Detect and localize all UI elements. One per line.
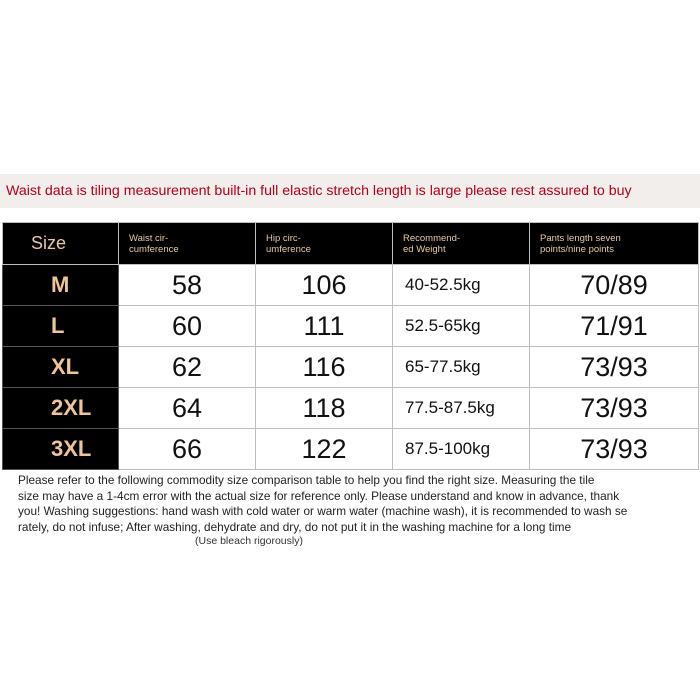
length-cell: 70/89: [530, 265, 699, 306]
notes-line: Please refer to the following commodity size comparison table to help you find the right size. Measuring the tile: [18, 473, 595, 487]
notes-line: size may have a 1-4cm error with the actual size for reference only. Please understand and know in advance, thank: [18, 488, 620, 503]
weight-cell: 87.5-100kg: [393, 429, 530, 470]
elastic-notice-banner: Waist data is tiling measurement built-in full elastic stretch length is large please rest assured to buy: [0, 174, 700, 208]
weight-cell: 52.5-65kg: [393, 306, 530, 347]
waist-cell: 58: [119, 265, 256, 306]
length-cell: 71/91: [530, 306, 699, 347]
table-row: [3, 306, 699, 347]
table-row: [3, 265, 699, 306]
size-cell: 2XL: [3, 388, 119, 429]
waist-cell: 62: [119, 347, 256, 388]
table-row: [3, 347, 699, 388]
header-size: Size: [3, 223, 119, 265]
weight-cell: 77.5-87.5kg: [393, 388, 530, 429]
header-waist: [119, 223, 256, 265]
header-weight-label: Recommend- ed Weight: [403, 232, 461, 255]
hip-cell: 111: [256, 306, 393, 347]
header-length: [530, 223, 699, 265]
length-cell: 73/93: [530, 388, 699, 429]
hip-cell: 106: [256, 265, 393, 306]
length-cell: 73/93: [530, 347, 699, 388]
bleach-note: (Use bleach rigorously): [195, 535, 303, 547]
notes-line: rately, do not infuse; After washing, dehydrate and dry, do not put it in the washing machine for a long time: [18, 519, 572, 534]
table-row: [3, 429, 699, 470]
size-cell: XL: [3, 347, 119, 388]
waist-cell: 60: [119, 306, 256, 347]
header-length-label: Pants length seven points/nine points: [540, 232, 621, 255]
size-cell: 3XL: [3, 429, 119, 470]
table-row: [3, 388, 699, 429]
header-hip: [256, 223, 393, 265]
size-cell: L: [3, 306, 119, 347]
waist-cell: 64: [119, 388, 256, 429]
table-header-row: [3, 223, 699, 265]
weight-cell: 40-52.5kg: [393, 265, 530, 306]
hip-cell: 116: [256, 347, 393, 388]
size-chart-table: [2, 222, 699, 470]
size-and-washing-notes: [18, 473, 688, 535]
size-cell: M: [3, 265, 119, 306]
header-hip-label: Hip circ- umference: [266, 232, 311, 255]
length-cell: 73/93: [530, 429, 699, 470]
hip-cell: 122: [256, 429, 393, 470]
header-weight: [393, 223, 530, 265]
waist-cell: 66: [119, 429, 256, 470]
header-waist-label: Waist cir- cumference: [129, 232, 179, 255]
weight-cell: 65-77.5kg: [393, 347, 530, 388]
notes-line: you! Washing suggestions: hand wash with cold water or warm water (machine wash), it is recommended to wash se: [18, 504, 628, 518]
hip-cell: 118: [256, 388, 393, 429]
